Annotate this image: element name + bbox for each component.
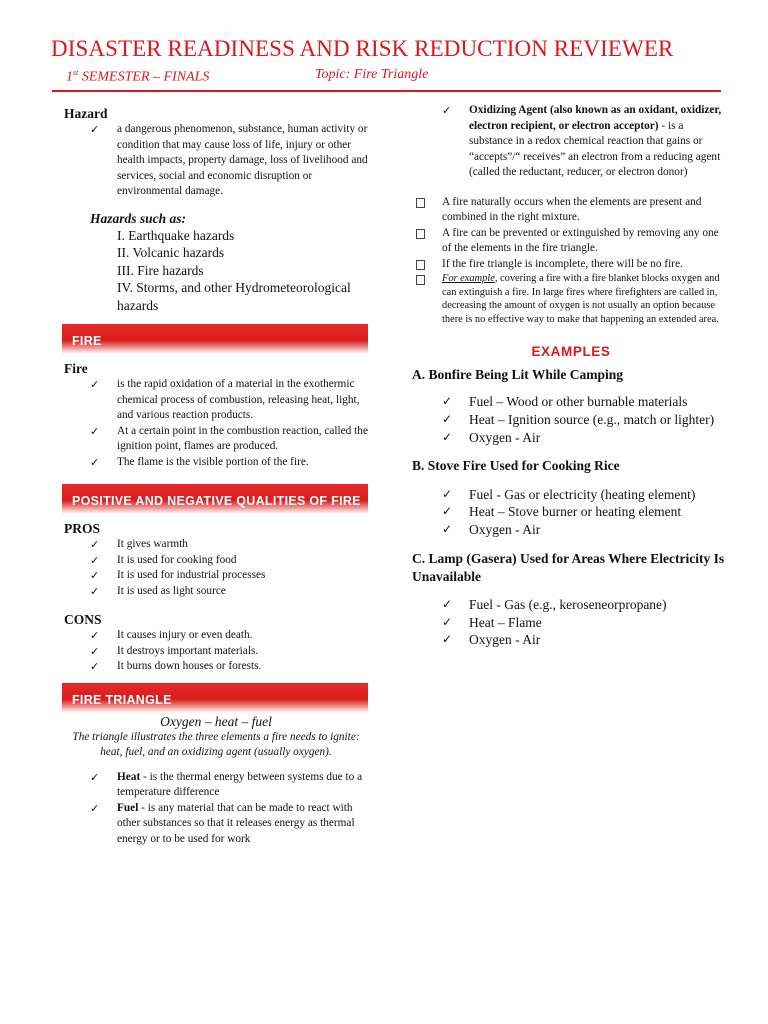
list-item <box>412 486 730 504</box>
list-item-text: Heat – Ignition source (e.g., match or lighter) <box>469 412 715 427</box>
fire-triangle-formula: Oxygen – heat – fuel <box>160 713 272 729</box>
list-item <box>412 429 730 447</box>
list-item-text: Heat – Flame <box>469 614 542 630</box>
example-list <box>412 393 730 446</box>
list-item <box>412 631 730 649</box>
list-item-text: At a certain point in the combustion reaction, called the ignition point, flames are produced. <box>117 424 368 453</box>
list-item <box>60 659 372 675</box>
check-icon: ✓ <box>442 521 453 536</box>
check-icon: ✓ <box>442 597 453 612</box>
fire-triangle-description: The triangle illustrates the three elements a fire needs to ignite: heat, fuel, and an oxidizing agent (usually oxygen). <box>72 730 360 758</box>
list-item-text: It is used as light source <box>117 584 226 597</box>
list-item <box>60 553 372 569</box>
check-icon: ✓ <box>90 569 100 583</box>
pros-list <box>60 537 372 599</box>
list-item <box>412 226 730 257</box>
check-icon: ✓ <box>442 632 453 647</box>
check-icon: ✓ <box>90 584 100 598</box>
list-item-text: Fuel – Wood or other burnable materials <box>469 394 688 410</box>
example-text: , covering a fire with a fire blanket blocks oxygen and can extinguish a fire. In large fires where firefighters are called in, decreasing the amount of oxygen is not usually an option because there is no effective way to make that happening an extended area. <box>442 273 720 325</box>
list-item <box>60 424 372 455</box>
list-item <box>60 584 372 600</box>
list-item <box>412 195 730 226</box>
list-item-text: Oxygen - Air <box>469 632 541 648</box>
hazard-types-list <box>117 227 372 315</box>
check-icon: ✓ <box>90 801 100 815</box>
left-column <box>60 105 372 847</box>
list-item <box>412 257 730 273</box>
triangle-elements-list <box>60 770 372 848</box>
check-icon: ✓ <box>90 644 100 658</box>
list-item-text: If the fire triangle is incomplete, there will be no fire. <box>442 257 683 270</box>
fire-facts-list <box>412 195 730 327</box>
semester-label <box>66 68 209 86</box>
list-item-text: Oxygen - Air <box>469 521 541 537</box>
example-list <box>412 596 730 649</box>
check-icon: ✓ <box>90 538 100 552</box>
check-icon: ✓ <box>90 455 100 469</box>
check-icon: ✓ <box>442 486 453 501</box>
list-item-text: It burns down houses or forests. <box>117 660 262 673</box>
list-item: I. Earthquake hazards <box>117 227 235 243</box>
box-bullet-icon <box>416 260 425 270</box>
box-bullet-icon <box>416 275 425 285</box>
list-item-text: is the rapid oxidation of a material in the exothermic chemical process of combustion, releasing heat, light, and various reaction products. <box>117 378 360 422</box>
document-title: DISASTER READINESS AND RISK REDUCTION REVIEWER <box>51 36 674 61</box>
check-icon: ✓ <box>90 378 100 392</box>
list-item <box>412 521 730 539</box>
list-item <box>412 596 730 614</box>
check-icon: ✓ <box>442 614 453 629</box>
check-icon: ✓ <box>90 660 100 674</box>
check-icon: ✓ <box>442 394 453 409</box>
oxidizer-list <box>412 103 730 181</box>
fire-triangle-banner <box>62 683 368 713</box>
list-item <box>60 377 372 424</box>
list-item-text: Fuel - Gas (e.g., keroseneorpropane) <box>469 597 667 613</box>
example-list <box>412 486 730 539</box>
list-item <box>60 568 372 584</box>
check-icon: ✓ <box>90 123 100 136</box>
box-bullet-icon <box>416 198 425 208</box>
list-item <box>412 614 730 632</box>
hazard-definition: a dangerous phenomenon, substance, human activity or condition that may cause loss of life, injury or other health impacts, property damage, loss of livelihood and services, social and economic disruption or environmental damage. <box>117 123 368 197</box>
example-title: A. Bonfire Being Lit While Camping <box>412 367 624 382</box>
list-item-text: It is used for industrial processes <box>117 569 266 582</box>
list-item <box>412 411 730 429</box>
semester-ordinal: st <box>73 68 79 77</box>
element-term: Fuel <box>117 801 139 814</box>
list-item-text: It destroys important materials. <box>117 644 259 657</box>
check-icon: ✓ <box>90 629 100 643</box>
list-item-text: It causes injury or even death. <box>117 629 253 642</box>
section-title: FIRE <box>72 334 102 349</box>
list-item-text: Fuel - Gas or electricity (heating element) <box>469 486 696 502</box>
list-item-text: The flame is the visible portion of the fire. <box>117 455 309 468</box>
qualities-section-banner <box>62 484 368 514</box>
header-divider <box>52 90 721 92</box>
element-term: Oxidizing Agent (also known as an oxidant, oxidizer, electron recipient, or electron acceptor) <box>469 104 722 132</box>
semester-number: 1 <box>66 69 73 85</box>
list-item-text: Heat – Stove burner or heating element <box>469 504 682 520</box>
check-icon: ✓ <box>442 429 453 444</box>
list-item <box>60 122 372 200</box>
list-item <box>412 272 730 326</box>
examples-heading: EXAMPLES <box>531 344 611 359</box>
list-item-text: It gives warmth <box>117 538 188 551</box>
hazard-definition-list <box>60 122 372 200</box>
list-item-text: It is used for cooking food <box>117 553 237 566</box>
cons-title: CONS <box>64 612 102 628</box>
list-item <box>412 103 730 181</box>
check-icon: ✓ <box>90 424 100 438</box>
list-item: IV. Storms, and other Hydrometeorological hazards <box>117 280 351 313</box>
list-item <box>412 393 730 411</box>
check-icon: ✓ <box>442 412 453 426</box>
box-bullet-icon <box>416 229 425 239</box>
fire-section-banner <box>62 324 368 354</box>
list-item <box>412 503 730 521</box>
fire-term: Fire <box>64 361 88 377</box>
semester-text: SEMESTER – FINALS <box>78 69 210 85</box>
check-icon: ✓ <box>90 770 100 784</box>
section-title: FIRE TRIANGLE <box>72 692 172 707</box>
example-title: C. Lamp (Gasera) Used for Areas Where Electricity Is Unavailable <box>412 551 725 584</box>
list-item <box>60 537 372 553</box>
list-item: III. Fire hazards <box>117 262 204 278</box>
element-definition: - is the thermal energy between systems due to a temperature difference <box>117 770 363 799</box>
list-item: II. Volcanic hazards <box>117 245 225 261</box>
section-title: POSITIVE AND NEGATIVE QUALITIES OF FIRE <box>72 494 361 509</box>
list-item <box>60 455 372 471</box>
element-term: Heat <box>117 770 141 783</box>
list-item-text: A fire naturally occurs when the elements are present and combined in the right mixture. <box>442 195 702 223</box>
list-item <box>60 644 372 660</box>
hazard-types-title: Hazards such as: <box>90 210 187 226</box>
fire-points-list <box>60 377 372 470</box>
list-item <box>60 770 372 801</box>
check-icon: ✓ <box>90 553 100 567</box>
cons-list <box>60 628 372 675</box>
pros-title: PROS <box>64 521 101 537</box>
element-definition: - is any material that can be made to react with other substances so that it releases energy as thermal energy or to be used for work <box>117 801 355 845</box>
list-item-text: A fire can be prevented or extinguished by removing any one of the elements in the fire triangle. <box>442 226 719 254</box>
example-lead: For example <box>442 273 495 284</box>
check-icon: ✓ <box>442 104 452 117</box>
list-item-text: Oxygen - Air <box>469 429 541 445</box>
topic-label: Topic: Fire Triangle <box>315 67 429 82</box>
list-item <box>60 801 372 848</box>
element-definition: - is a substance in a redox chemical reaction that gains or “accepts”/“ receives” an electron from a reducing agent (called the reductant, reducer, or electron donor) <box>469 119 721 178</box>
check-icon: ✓ <box>442 504 453 519</box>
example-title: B. Stove Fire Used for Cooking Rice <box>412 458 620 474</box>
hazard-term: Hazard <box>64 106 108 121</box>
list-item <box>60 628 372 644</box>
right-column <box>412 103 730 649</box>
